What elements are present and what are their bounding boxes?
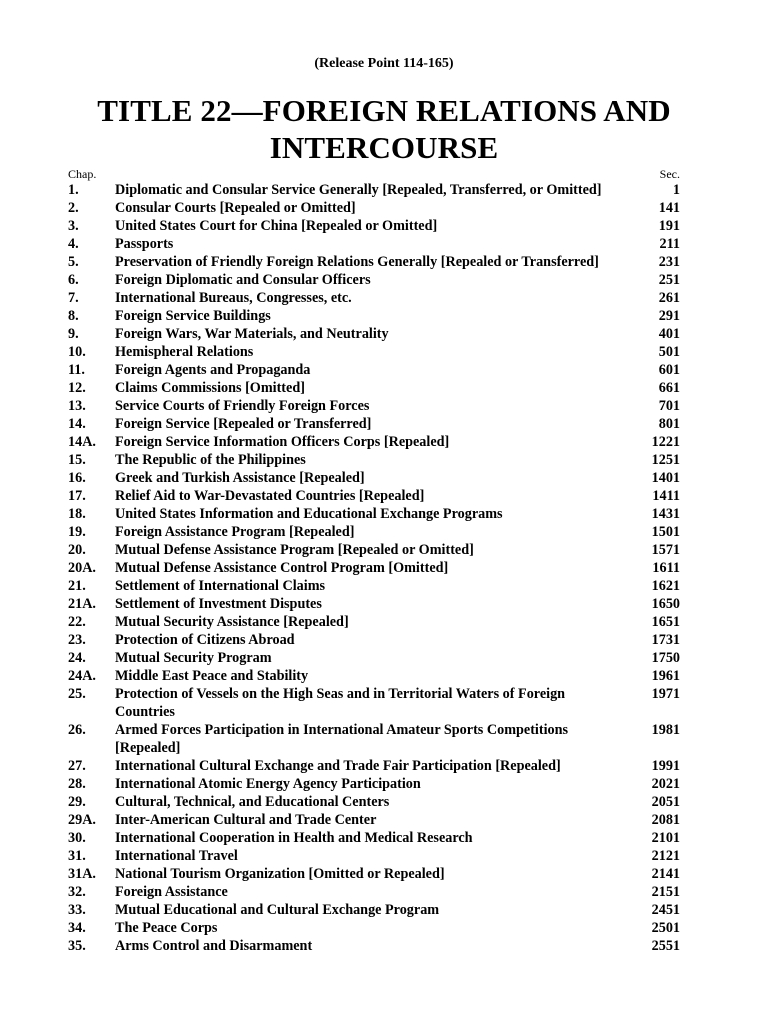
chapter-number: 25. xyxy=(68,686,86,702)
chapter-number: 20A. xyxy=(68,560,96,576)
chapter-name: International Travel xyxy=(115,848,238,864)
chapter-name: International Atomic Energy Agency Participation xyxy=(115,776,421,792)
chapter-number: 11. xyxy=(68,362,85,378)
chapter-section: 401 xyxy=(658,326,680,342)
chapter-section: 661 xyxy=(658,380,680,396)
chapter-section: 2141 xyxy=(651,866,680,882)
chapter-name: Foreign Assistance Program [Repealed] xyxy=(115,524,355,540)
chapter-name: Cultural, Technical, and Educational Centers xyxy=(115,794,390,810)
release-point: (Release Point 114-165) xyxy=(314,56,454,71)
chapter-number: 5. xyxy=(68,254,79,270)
chapter-row xyxy=(68,775,680,793)
chapter-section: 2101 xyxy=(651,830,680,846)
chapter-name: Protection of Vessels on the High Seas and in Territorial Waters of Foreign Countries xyxy=(115,686,566,720)
chapter-row xyxy=(68,829,680,847)
chapter-section: 801 xyxy=(658,416,680,432)
chapter-number: 31. xyxy=(68,848,86,864)
chapter-row xyxy=(68,847,680,865)
chapter-section: 2501 xyxy=(651,920,680,936)
chapter-row xyxy=(68,469,680,487)
chapter-name: Mutual Educational and Cultural Exchange Program xyxy=(115,902,440,918)
chapter-section: 1221 xyxy=(651,434,680,450)
chapter-row xyxy=(68,559,680,577)
chapter-row xyxy=(68,793,680,811)
chapter-row xyxy=(68,685,680,721)
chapter-name: Foreign Wars, War Materials, and Neutrality xyxy=(115,326,389,342)
chapter-name: United States Information and Educational Exchange Programs xyxy=(115,506,503,522)
chapter-section: 1991 xyxy=(651,758,680,774)
chapter-number: 4. xyxy=(68,236,79,252)
chapter-section: 1251 xyxy=(651,452,680,468)
chapter-section: 2551 xyxy=(651,938,680,954)
chapter-section: 1731 xyxy=(651,632,680,648)
chapter-row xyxy=(68,235,680,253)
chapter-section: 261 xyxy=(658,290,680,306)
chapter-row xyxy=(68,199,680,217)
chapter-section: 1650 xyxy=(651,596,680,612)
chapter-section: 2021 xyxy=(651,776,680,792)
chapter-name: Greek and Turkish Assistance [Repealed] xyxy=(115,470,365,486)
sec-column-header: Sec. xyxy=(659,167,680,181)
chapter-section: 701 xyxy=(658,398,680,414)
chapter-section: 141 xyxy=(658,200,680,216)
chapter-name: Protection of Citizens Abroad xyxy=(115,632,295,648)
chapter-row xyxy=(68,577,680,595)
chapter-name: Armed Forces Participation in International Amateur Sports Competitions [Repealed] xyxy=(115,722,569,756)
chapter-name: Foreign Service [Repealed or Transferred] xyxy=(115,416,372,432)
chapter-number: 31A. xyxy=(68,866,96,882)
chapter-section: 1501 xyxy=(651,524,680,540)
chapter-section: 1571 xyxy=(651,542,680,558)
chapter-row xyxy=(68,595,680,613)
chapter-name: Inter-American Cultural and Trade Center xyxy=(115,812,377,828)
chapter-row xyxy=(68,649,680,667)
chapter-number: 8. xyxy=(68,308,79,324)
chapter-row xyxy=(68,901,680,919)
chapter-number: 30. xyxy=(68,830,86,846)
chapter-number: 33. xyxy=(68,902,86,918)
chapter-row xyxy=(68,325,680,343)
chapter-row xyxy=(68,271,680,289)
page-title xyxy=(60,92,708,166)
chapter-section: 2081 xyxy=(651,812,680,828)
chapter-number: 2. xyxy=(68,200,79,216)
chapter-section: 2051 xyxy=(651,794,680,810)
chapter-number: 6. xyxy=(68,272,79,288)
chapter-number: 10. xyxy=(68,344,86,360)
chapter-name: The Republic of the Philippines xyxy=(115,452,306,468)
chapter-number: 7. xyxy=(68,290,79,306)
chapter-row xyxy=(68,613,680,631)
chapter-name: Foreign Service Information Officers Corps [Repealed] xyxy=(115,434,450,450)
chapter-section: 1 xyxy=(672,182,680,198)
chapter-number: 35. xyxy=(68,938,86,954)
chapter-name: Relief Aid to War-Devastated Countries [Repealed] xyxy=(115,488,425,504)
chapter-number: 17. xyxy=(68,488,86,504)
chapter-section: 231 xyxy=(658,254,680,270)
chapter-section: 1961 xyxy=(651,668,680,684)
chapter-number: 14A. xyxy=(68,434,96,450)
chapter-row xyxy=(68,937,680,955)
chapter-number: 16. xyxy=(68,470,86,486)
chapter-row xyxy=(68,667,680,685)
chapter-list xyxy=(68,181,680,955)
chapter-number: 24. xyxy=(68,650,86,666)
chapter-section: 291 xyxy=(658,308,680,324)
chapter-number: 9. xyxy=(68,326,79,342)
chapter-name: Claims Commissions [Omitted] xyxy=(115,380,305,396)
chapter-number: 15. xyxy=(68,452,86,468)
chapter-section: 191 xyxy=(658,218,680,234)
chapter-row xyxy=(68,343,680,361)
chapter-name: Foreign Service Buildings xyxy=(115,308,271,324)
chapter-number: 18. xyxy=(68,506,86,522)
chapter-name: Foreign Diplomatic and Consular Officers xyxy=(115,272,371,288)
chapter-name: Mutual Security Program xyxy=(115,650,272,666)
chapter-number: 12. xyxy=(68,380,86,396)
chapter-name: Passports xyxy=(115,236,174,252)
chapter-row xyxy=(68,253,680,271)
chapter-section: 1411 xyxy=(652,488,680,504)
chapter-name: Mutual Security Assistance [Repealed] xyxy=(115,614,349,630)
chapter-name: Settlement of International Claims xyxy=(115,578,326,594)
chapter-row xyxy=(68,523,680,541)
chapter-name: Mutual Defense Assistance Program [Repealed or Omitted] xyxy=(115,542,474,558)
chapter-section: 251 xyxy=(658,272,680,288)
chapter-row xyxy=(68,289,680,307)
chapter-name: Diplomatic and Consular Service Generally [Repealed, Transferred, or Omitted] xyxy=(115,182,602,198)
chapter-number: 27. xyxy=(68,758,86,774)
chapter-name: Hemispheral Relations xyxy=(115,344,254,360)
chapter-row xyxy=(68,865,680,883)
chapter-name: Consular Courts [Repealed or Omitted] xyxy=(115,200,356,216)
chapter-row xyxy=(68,919,680,937)
chapter-number: 23. xyxy=(68,632,86,648)
chapter-row xyxy=(68,451,680,469)
chapter-number: 32. xyxy=(68,884,86,900)
chapter-name: Preservation of Friendly Foreign Relations Generally [Repealed or Transferred] xyxy=(115,254,599,270)
chapter-row xyxy=(68,181,680,199)
chapter-row xyxy=(68,433,680,451)
chapter-number: 34. xyxy=(68,920,86,936)
chapter-row xyxy=(68,631,680,649)
chapter-name: Settlement of Investment Disputes xyxy=(115,596,322,612)
chapter-number: 1. xyxy=(68,182,79,198)
chapter-number: 20. xyxy=(68,542,86,558)
chapter-number: 3. xyxy=(68,218,79,234)
chapter-section: 1651 xyxy=(651,614,680,630)
chapter-number: 28. xyxy=(68,776,86,792)
chapter-row xyxy=(68,505,680,523)
chapter-name: Foreign Agents and Propaganda xyxy=(115,362,311,378)
chapter-name: The Peace Corps xyxy=(115,920,218,936)
chapter-row xyxy=(68,721,680,757)
chapter-section: 1611 xyxy=(652,560,680,576)
chapter-section: 211 xyxy=(659,236,680,252)
chapter-row xyxy=(68,811,680,829)
chapter-row xyxy=(68,883,680,901)
chapter-name: Mutual Defense Assistance Control Program [Omitted] xyxy=(115,560,449,576)
chapter-row xyxy=(68,379,680,397)
chapter-number: 21. xyxy=(68,578,86,594)
chapter-name: National Tourism Organization [Omitted or Repealed] xyxy=(115,866,445,882)
chapter-section: 1971 xyxy=(651,686,680,702)
chapter-name: Foreign Assistance xyxy=(115,884,228,900)
title-line-2: INTERCOURSE xyxy=(269,130,499,165)
chapter-section: 501 xyxy=(658,344,680,360)
chapter-name: Service Courts of Friendly Foreign Forces xyxy=(115,398,370,414)
chapter-section: 1981 xyxy=(651,722,680,738)
chapter-number: 26. xyxy=(68,722,86,738)
chapter-row xyxy=(68,307,680,325)
chapter-name: Middle East Peace and Stability xyxy=(115,668,309,684)
chapter-number: 21A. xyxy=(68,596,96,612)
chapter-name: International Cultural Exchange and Trade Fair Participation [Repealed] xyxy=(115,758,561,774)
chapter-section: 1621 xyxy=(651,578,680,594)
chapter-section: 1750 xyxy=(651,650,680,666)
chapter-row xyxy=(68,541,680,559)
chapter-number: 19. xyxy=(68,524,86,540)
chap-column-header: Chap. xyxy=(68,167,97,181)
chapter-section: 1401 xyxy=(651,470,680,486)
chapter-section: 2451 xyxy=(651,902,680,918)
chapter-number: 24A. xyxy=(68,668,96,684)
chapter-number: 22. xyxy=(68,614,86,630)
chapter-row xyxy=(68,757,680,775)
chapter-name: International Bureaus, Congresses, etc. xyxy=(115,290,352,306)
chapter-row xyxy=(68,217,680,235)
chapter-section: 601 xyxy=(658,362,680,378)
chapter-number: 29A. xyxy=(68,812,96,828)
chapter-name: International Cooperation in Health and Medical Research xyxy=(115,830,473,846)
chapter-name: Arms Control and Disarmament xyxy=(115,938,313,954)
chapter-number: 13. xyxy=(68,398,86,414)
chapter-number: 14. xyxy=(68,416,86,432)
chapter-section: 2151 xyxy=(651,884,680,900)
title-line-1: TITLE 22—FOREIGN RELATIONS AND xyxy=(97,93,671,128)
chapter-row xyxy=(68,361,680,379)
chapter-number: 29. xyxy=(68,794,86,810)
chapter-section: 2121 xyxy=(651,848,680,864)
chapter-row xyxy=(68,415,680,433)
chapter-name: United States Court for China [Repealed or Omitted] xyxy=(115,218,438,234)
chapter-row xyxy=(68,397,680,415)
chapter-row xyxy=(68,487,680,505)
chapter-section: 1431 xyxy=(651,506,680,522)
